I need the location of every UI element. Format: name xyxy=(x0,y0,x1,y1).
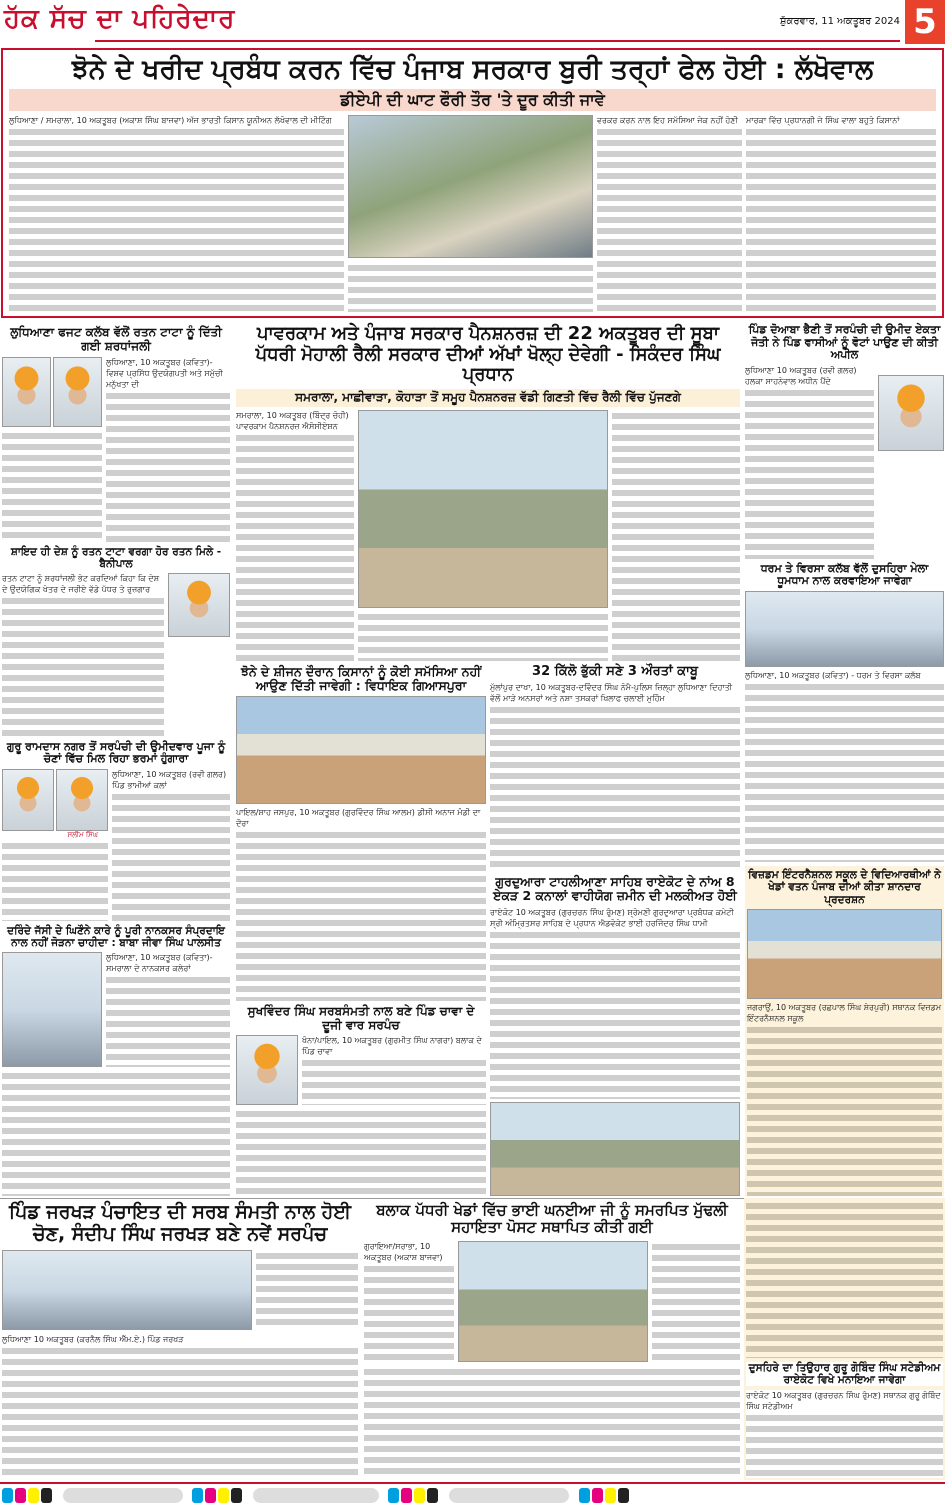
lead-body-text: ਮਾਰਕਾ ਵਿੱਚ ਪ੍ਰਧਾਨਗੀ ਜੇ ਸਿੰਘ ਵਾਲਾ ਬਹੁਤੇ ਕਿਸਾਨਾਂ xyxy=(746,115,936,126)
yellow-swatch xyxy=(28,1488,39,1503)
lead-body-far xyxy=(746,115,936,312)
story xyxy=(2,925,230,1196)
photo-column xyxy=(2,357,102,542)
story-headline: ਦਰਿੰਦੇ ਜੱਸੀ ਦੇ ਘਿਣੌਨੇ ਕਾਰੇ ਨੂੰ ਪੂਰੀ ਨਾਨਕਸਰ ਸੰਪ੍ਰਦਾਇ ਨਾਲ ਨਹੀਂ ਜੋੜਨਾ ਚਾਹੀਦਾ : ਬਾਬਾ ਜੀਵਾ ਸਿੰਘ ਪਾਲਸੀਤ xyxy=(7,925,225,950)
photo-caption: ਸਲੀਮ ਸਿੰਘ xyxy=(67,830,98,839)
black-swatch xyxy=(618,1488,629,1503)
lead-body-right xyxy=(597,115,742,312)
text-lines xyxy=(2,595,164,737)
newspaper-logo: ਹੱਕ ਸੱਚ ਦਾ ਪਹਿਰੇਦਾਰ xyxy=(4,4,236,34)
story-row xyxy=(364,1241,740,1363)
story-body xyxy=(745,365,874,559)
story-photo xyxy=(490,1102,740,1196)
story-subhead: ਸਮਰਾਲਾ, ਮਾਛੀਵਾੜਾ, ਕੋਹਾੜਾ ਤੋਂ ਸਮੂਹ ਪੈਨਸ਼ਨਰਜ਼ ਵੱਡੀ ਗਿਣਤੀ ਵਿੱਚ ਰੈਲੀ ਵਿੱਚ ਪੁੱਜਣਗੇ xyxy=(236,389,740,407)
story-row xyxy=(2,357,230,542)
story-photo xyxy=(2,952,102,1067)
story xyxy=(236,324,740,661)
story-body xyxy=(745,670,944,862)
text-lines xyxy=(490,704,740,870)
black-swatch xyxy=(41,1488,52,1503)
gray-bar xyxy=(449,1488,569,1503)
middle-lower-right xyxy=(490,665,740,1197)
story-body xyxy=(106,357,230,542)
story-body-text: ਪਾਇਲ/ਸ਼ਾਹ ਜਸਪੁਰ, 10 ਅਕਤੂਬਰ (ਗੁਰਵਿੰਦਰ ਸਿੰਘ ਆਲਮ) ਡੀਸੀ ਅਨਾਜ ਮੰਡੀ ਦਾ ਦੌਰਾ xyxy=(236,807,486,829)
story-row xyxy=(2,952,230,1067)
page-number: 5 xyxy=(905,0,945,44)
text-lines xyxy=(302,1057,486,1105)
middle-column xyxy=(236,324,740,1196)
story-headline: ਲੁਧਿਆਣਾ ਫਜਟ ਕਲੱਬ ਵੱਲੋਂ ਰਤਨ ਟਾਟਾ ਨੂੰ ਦਿੱਤੀ ਗਈ ਸ਼ਰਧਾਂਜਲੀ xyxy=(10,325,222,353)
text-lines xyxy=(745,681,944,862)
masthead-divider xyxy=(95,40,900,42)
magenta-swatch xyxy=(592,1488,603,1503)
story-body xyxy=(112,769,230,921)
footer-rule xyxy=(0,1482,945,1484)
gray-bar xyxy=(63,1488,183,1503)
bottom-right-story xyxy=(744,1198,945,1480)
text-lines xyxy=(2,1345,358,1478)
lead-headline: ਝੋਨੇ ਦੇ ਖਰੀਦ ਪ੍ਰਬੰਧ ਕਰਨ ਵਿੱਚ ਪੰਜਾਬ ਸਰਕਾਰ ਬੁਰੀ ਤਰ੍ਹਾਂ ਫੇਲ ਹੋਈ : ਲੱਖੋਵਾਲ xyxy=(71,54,874,85)
text-lines xyxy=(106,974,230,1067)
story-body xyxy=(2,1070,230,1196)
story-headline: ਬਲਾਕ ਪੱਧਰੀ ਖੇਡਾਂ ਵਿੱਚ ਭਾਈ ਘਨਈਆ ਜੀ ਨੂੰ ਸਮਰਪਿਤ ਮੁੱਢਲੀ ਸਹਾਇਤਾ ਪੋਸਟ ਸਥਾਪਿਤ ਕੀਤੀ ਗਈ xyxy=(376,1201,728,1237)
right-column xyxy=(745,324,944,1196)
story xyxy=(236,1005,486,1196)
story-headline: ਗੁਰਦੁਆਰਾ ਟਾਹਲੀਆਣਾ ਸਾਹਿਬ ਰਾਏਕੋਟ ਦੇ ਨਾਂਅ 8 ਏਕੜ 2 ਕਨਾਲਾਂ ਵਾਹੀਯੋਗ ਜ਼ਮੀਨ ਦੀ ਮਲਕੀਅਤ ਹੋਈ xyxy=(493,873,737,904)
story-body xyxy=(358,611,608,661)
cyan-swatch xyxy=(579,1488,590,1503)
text-lines xyxy=(747,1024,942,1196)
portrait-photo xyxy=(2,769,54,831)
portrait-photo xyxy=(168,573,230,637)
story-photo xyxy=(745,591,944,667)
story xyxy=(2,326,230,542)
text-lines xyxy=(745,387,874,559)
cyan-swatch xyxy=(2,1488,13,1503)
magenta-swatch xyxy=(205,1488,216,1503)
text-lines xyxy=(112,791,230,921)
story-body xyxy=(652,1241,740,1363)
story-body xyxy=(302,1035,486,1105)
story-body xyxy=(2,840,108,921)
story-body xyxy=(236,1108,486,1196)
text-lines xyxy=(364,1263,454,1363)
story-body xyxy=(2,573,164,737)
gray-bar xyxy=(253,1488,379,1503)
story-headline: ਝੋਨੇ ਦੇ ਸ਼ੀਜਨ ਦੌਰਾਨ ਕਿਸਾਨਾਂ ਨੂੰ ਕੋਈ ਸਮੱਸਿਆ ਨਹੀਂ ਆਉਣ ਦਿੱਤੀ ਜਾਵੇਗੀ : ਵਿਧਾਇਕ ਗਿਆਸਪੁਰਾ xyxy=(240,663,482,693)
portrait-photo xyxy=(236,1035,298,1105)
story xyxy=(2,741,230,922)
cyan-swatch xyxy=(388,1488,399,1503)
middle-lower-left xyxy=(236,665,486,1197)
bottom-middle-story xyxy=(364,1202,740,1478)
lead-body-left xyxy=(9,115,344,312)
lead-photo xyxy=(348,115,593,258)
color-registration-bar xyxy=(0,1488,945,1506)
lead-body-text: ਲੁਧਿਆਣਾ / ਸਮਰਾਲਾ, 10 ਅਕਤੂਬਰ (ਅਕਾਸ਼ ਸਿੰਘ ਬਾਜਵਾ) ਅੱਜ ਭਾਰਤੀ ਕਿਸਾਨ ਯੂਨੀਅਨ ਲੱਖੋਵਾਲ ਦੀ ਮੀਟਿੰਗ xyxy=(9,115,344,126)
story-headline: ਪਿੰਡ ਦੋਆਬਾ ਭੈਣੀ ਤੋਂ ਸਰਪੰਚੀ ਦੀ ਉਮੀਦ ਏਕਤਾ ਜੋਤੀ ਨੇ ਪਿੰਡ ਵਾਸੀਆਂ ਨੂੰ ਵੋਟਾਂ ਪਾਉਣ ਦੀ ਕੀਤੀ ਅਪੀਲ xyxy=(748,323,941,362)
story xyxy=(745,563,944,863)
story-body-text: ਜਗਰਾਉਂ, 10 ਅਕਤੂਬਰ (ਰਛਪਾਲ ਸਿੰਘ ਸ਼ੇਰਪੁਰੀ) ਸਥਾਨਕ ਵਿਜ਼ਡਮ ਇੰਟਰਨੈਸ਼ਨਲ ਸਕੂਲ xyxy=(747,1002,942,1023)
story-headline: ਸੁਖਵਿੰਦਰ ਸਿੰਘ ਸਰਬਸੰਮਤੀ ਨਾਲ ਬਣੇ ਪਿੰਡ ਚਾਵਾ ਦੇ ਦੂਜੀ ਵਾਰ ਸਰਪੰਚ xyxy=(247,1003,475,1032)
story-body xyxy=(746,1200,943,1358)
story-body xyxy=(612,410,740,661)
story-headline: ਪਿੰਡ ਜਰਖੜ ਪੰਚਾਇਤ ਦੀ ਸਰਬ ਸੰਮਤੀ ਨਾਲ ਹੋਈ ਚੋਣ, ਸੰਦੀਪ ਸਿੰਘ ਜਰਖੜ ਬਣੇ ਨਵੇਂ ਸਰਪੰਚ xyxy=(9,1201,351,1245)
portrait-photo xyxy=(878,375,944,451)
portrait-pair xyxy=(2,769,108,831)
magenta-swatch xyxy=(401,1488,412,1503)
school-story-box xyxy=(745,866,944,1196)
rally-photo xyxy=(358,410,608,608)
story-row xyxy=(236,410,740,661)
story-headline: ਵਿਜ਼ਡਮ ਇੰਟਰਨੈਸ਼ਨਲ ਸਕੂਲ ਦੇ ਵਿਦਿਆਰਥੀਆਂ ਨੇ ਖੇਡਾਂ ਵਤਨ ਪੰਜਾਬ ਦੀਆਂ ਕੀਤਾ ਸ਼ਾਨਦਾਰ ਪ੍ਰਦਰਸ਼ਨ xyxy=(748,869,941,906)
story-body xyxy=(106,952,230,1067)
yellow-swatch xyxy=(605,1488,616,1503)
text-lines xyxy=(236,432,354,661)
story-body-text: ਰਾਏਕੋਟ 10 ਅਕਤੂਬਰ (ਗੁਰਚਰਨ ਸਿੰਘ ਰੁੰਮਣ) ਸਥਾਨਕ ਗੁਰੂ ਗੋਬਿੰਦ ਸਿੰਘ ਸਟੇਡੀਅਮ xyxy=(746,1390,943,1412)
text-lines xyxy=(746,1412,943,1478)
story-body-text: ਰਾਏਕੋਟ 10 ਅਕਤੂਬਰ (ਗੁਰਚਰਨ ਸਿੰਘ ਰੁੰਮਣ) ਸ਼੍ਰੋਮਣੀ ਗੁਰਦੁਆਰਾ ਪ੍ਰਬੰਧਕ ਕਮੇਟੀ ਸ੍ਰੀ ਅੰਮ੍ਰਿਤਸਰ ਸਾਹਿਬ ਦੇ ਪ੍ਰਧਾਨ ਐਡਵੋਕੇਟ ਭਾਈ ਹਰਜਿੰਦਰ ਸਿੰਘ ਧਾਮੀ xyxy=(490,907,740,929)
cyan-swatch xyxy=(192,1488,203,1503)
story-photo xyxy=(747,909,942,999)
story-headline: ਪਾਵਰਕਾਮ ਅਤੇ ਪੰਜਾਬ ਸਰਕਾਰ ਪੈਨਸ਼ਨਰਜ਼ ਦੀ 22 ਅਕਤੂਬਰ ਦੀ ਸੂਬਾ ਪੱਧਰੀ ਮੋਹਾਲੀ ਰੈਲੀ ਸਰਕਾਰ ਦੀਆਂ ਅੱਖਾਂ ਖੋਲ੍ਹ ਦੇਵੇਗੀ - ਸਿਕੰਦਰ ਸਿੰਘ ਪ੍ਰਧਾਨ xyxy=(255,323,721,386)
yellow-swatch xyxy=(218,1488,229,1503)
story xyxy=(236,665,486,1001)
text-lines xyxy=(490,929,740,1100)
story-body xyxy=(256,1250,358,1330)
story-body-text: ਲੁਧਿਆਣਾ 10 ਅਕਤੂਬਰ (ਕਰਨੈਲ ਸਿੰਘ ਐੱਮ.ਏ.) ਪਿੰਡ ਜਰਖੜ xyxy=(2,1334,358,1345)
black-swatch xyxy=(231,1488,242,1503)
story-row xyxy=(2,769,230,921)
lead-body-text: ਵਰਕਰ ਕਰਨ ਨਾਲ ਇਹ ਸਮੱਸਿਆ ਜੇਕ ਨਹੀਂ ਹੋਣੀ xyxy=(597,115,742,126)
photo-column xyxy=(2,769,108,921)
story xyxy=(490,665,740,871)
black-swatch xyxy=(427,1488,438,1503)
story-body xyxy=(2,430,102,542)
story-body xyxy=(2,1334,358,1478)
masthead xyxy=(0,0,945,46)
lead-photo-column xyxy=(348,115,593,312)
text-lines xyxy=(597,126,742,312)
story-row xyxy=(745,365,944,559)
bottom-left-story xyxy=(2,1202,358,1478)
lead-subhead: ਡੀਏਪੀ ਦੀ ਘਾਟ ਫੌਰੀ ਤੌਰ 'ਤੇ ਦੂਰ ਕੀਤੀ ਜਾਵੇ xyxy=(9,89,936,111)
story-headline: ਦੁਸਹਿਰੇ ਦਾ ਤਿਉਹਾਰ ਗੁਰੂ ਗੋਬਿੰਦ ਸਿੰਘ ਸਟੇਡੀਅਮ ਰਾਏਕੋਟ ਵਿਖੇ ਮਨਾਇਆ ਜਾਵੇਗਾ xyxy=(746,1362,943,1386)
story-row xyxy=(2,573,230,737)
story-headline: ਗੁਰੂ ਰਾਮਦਾਸ ਨਗਰ ਤੋਂ ਸਰਪੰਚੀ ਦੀ ਉਮੀਦਵਾਰ ਪੂਜਾ ਨੂੰ ਚੋਣਾਂ ਵਿੱਚ ਮਿਲ ਰਿਹਾ ਭਰਮਾਂ ਹੁੰਗਾਰਾ xyxy=(6,739,226,766)
story xyxy=(490,875,740,1196)
middle-lower xyxy=(236,665,740,1197)
story-body-text: ਲੁਧਿਆਣਾ, 10 ਅਕਤੂਬਰ (ਕਵਿਤਾ) - ਧਰਮ ਤੇ ਵਿਰਸਾ ਕਲੱਬ xyxy=(745,670,944,681)
story-body-text: ਲੁਧਿਆਣਾ, 10 ਅਕਤੂਬਰ (ਕਵਿਤਾ)- ਵਿਸ਼ਵ ਪ੍ਰਸਿੱਧ ਉਦਯੋਗਪਤੀ ਅਤੇ ਸਮੁੱਚੀ ਮਨੁੱਖਤਾ ਦੀ xyxy=(106,357,230,390)
story-headline: ਸ਼ਾਇਦ ਹੀ ਦੇਸ਼ ਨੂੰ ਰਤਨ ਟਾਟਾ ਵਰਗਾ ਹੋਰ ਰਤਨ ਮਿਲੇ - ਬੈਨੀਪਾਲ xyxy=(10,545,222,570)
portrait-pair xyxy=(2,357,102,427)
text-lines xyxy=(236,829,486,1001)
story-row xyxy=(2,1250,358,1330)
issue-date: ਸ਼ੁੱਕਰਵਾਰ, 11 ਅਕਤੂਬਰ 2024 xyxy=(779,16,900,27)
story-body-text: ਲੁਧਿਆਣਾ, 10 ਅਕਤੂਬਰ (ਕਵਿਤਾ)- ਸਮਰਾਲਾ ਦੇ ਨਾਨਕਸਰ ਕਲੇਰਾਂ xyxy=(106,952,230,974)
story-photo xyxy=(236,696,486,804)
story-body-text: ਲੁਧਿਆਣਾ 10 ਅਕਤੂਬਰ (ਰਵੀ ਗਲਰ) ਹਲਕਾ ਸਾਹਨੇਵਾਲ ਅਧੀਨ ਪੈਂਦੇ xyxy=(745,365,874,387)
portrait-photo xyxy=(56,769,108,831)
magenta-swatch xyxy=(15,1488,26,1503)
story-body xyxy=(490,907,740,1100)
story-body-text: ਖੰਨਾ/ਪਾਇਲ, 10 ਅਕਤੂਬਰ (ਗੁਰਮੀਤ ਸਿੰਘ ਨਾਗਰਾ) ਬਲਾਕ ਦੇ ਪਿੰਡ ਚਾਵਾ xyxy=(302,1035,486,1057)
story xyxy=(2,546,230,737)
story-body-text: ਸਮਰਾਲਾ, 10 ਅਕਤੂਬਰ (ਬਿੰਦ੍ਰ ਚੋਹੀ) ਪਾਵਰਕਾਮ ਪੈਨਸ਼ਨਰਜ਼ ਐਸੋਸੀਏਸ਼ਨ xyxy=(236,410,354,432)
lead-body-under-photo xyxy=(348,262,593,312)
story-headline: 32 ਕਿੱਲੋ ਭੁੱਕੀ ਸਣੇ 3 ਔਰਤਾਂ ਕਾਬੂ xyxy=(532,663,698,679)
story-body xyxy=(236,410,354,661)
story-body-text: ਮੁੱਲਾਂਪੁਰ ਦਾਖਾ, 10 ਅਕਤੂਬਰ-ਦਵਿੰਦਰ ਸਿੰਘ ਨੋਮੈ-ਪੁਲਿਸ ਜ਼ਿਲ੍ਹਾ ਲੁਧਿਆਣਾ ਦਿਹਾਤੀ ਵੱਲੋਂ ਮਾੜੇ ਅਨਸਰਾਂ ਅਤੇ ਨਸ਼ਾ ਤਸਕਰਾਂ ਖਿਲਾਫ ਚਲਾਈ ਮੁਹਿੰਮ xyxy=(490,682,740,704)
left-column xyxy=(2,326,230,1196)
story-body-text: ਰਤਨ ਟਾਟਾ ਨੂੰ ਸ਼ਰਧਾਂਜਲੀ ਭੇਟ ਕਰਦਿਆਂ ਕਿਹਾ ਕਿ ਦੇਸ਼ ਦੇ ਉਦਯੋਗਿਕ ਖੇਤਰ ਦੇ ਜਰੀਏ ਵੱਡੇ ਪੱਧਰ ਤੇ ਰੁਜ਼ਗਾਰ xyxy=(2,573,164,595)
photo-column xyxy=(358,410,608,661)
story-body-text: ਗੁਰਾਇਆ/ਸਰਾਭਾ, 10 ਅਕਤੂਬਰ (ਅਕਾਸ਼ ਬਾਜਵਾ) xyxy=(364,1241,454,1263)
portrait-photo xyxy=(2,357,51,427)
story-body xyxy=(490,682,740,870)
story-body xyxy=(364,1366,740,1478)
story-body xyxy=(747,1002,942,1196)
story-body xyxy=(746,1390,943,1478)
story-row xyxy=(236,1035,486,1105)
lead-body-row xyxy=(9,115,936,312)
story-body-text: ਲੁਧਿਆਣਾ, 10 ਅਕਤੂਬਰ (ਰਵੀ ਗਲਰ) ਪਿੰਡ ਭਾਮੀਆਂ ਕਲਾਂ xyxy=(112,769,230,791)
story xyxy=(745,324,944,559)
lead-story xyxy=(1,48,944,318)
story-body xyxy=(236,807,486,1001)
text-lines xyxy=(746,126,936,312)
yellow-swatch xyxy=(414,1488,425,1503)
story-headline: ਧਰਮ ਤੇ ਵਿਰਸਾ ਕਲੱਬ ਵੱਲੋਂ ਦੁਸਹਿਰਾ ਮੇਲਾ ਧੂਮਧਾਮ ਨਾਲ ਕਰਵਾਇਆ ਜਾਵੇਗਾ xyxy=(760,561,929,588)
text-lines xyxy=(9,126,344,312)
story-photo xyxy=(458,1241,648,1363)
story-photo xyxy=(2,1250,252,1330)
text-lines xyxy=(106,390,230,542)
portrait-photo xyxy=(53,357,102,427)
story-body xyxy=(364,1241,454,1363)
